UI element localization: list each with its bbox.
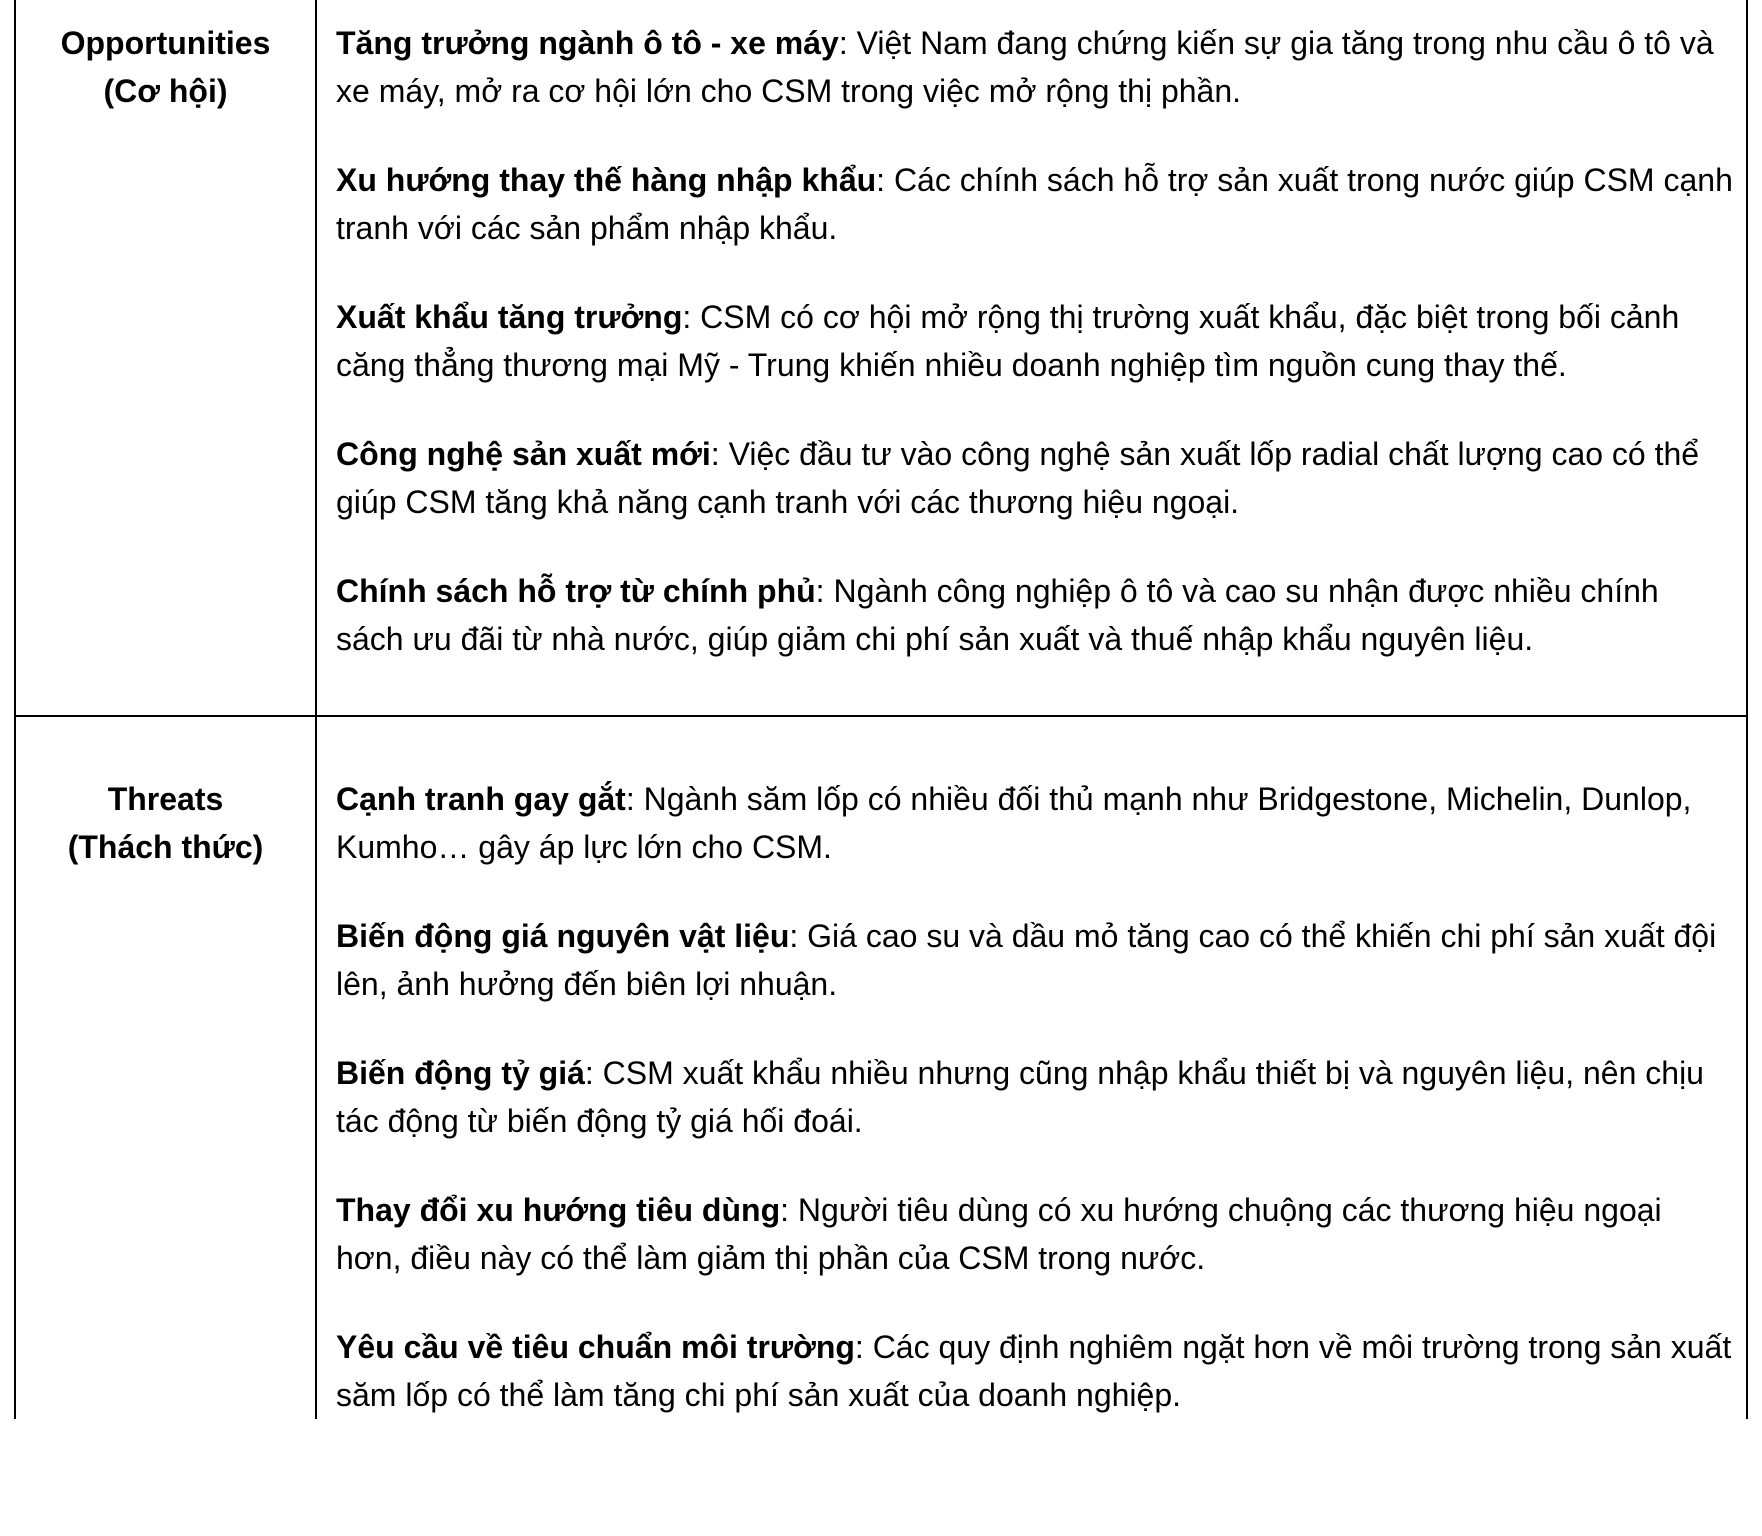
threat-item-title: Biến động giá nguyên vật liệu xyxy=(336,918,790,954)
opportunity-item-title: Công nghệ sản xuất mới xyxy=(336,436,711,472)
threat-item xyxy=(336,1049,1734,1145)
threat-item-text: : Ngành săm lốp có nhiều đối thủ mạnh như Bridgestone, Michelin, Dunlop, Kumho… gây áp lực lớn cho CSM. xyxy=(336,781,1692,865)
opportunity-item xyxy=(336,156,1734,252)
threats-label: Threats xyxy=(107,781,224,817)
threat-item xyxy=(336,912,1734,1008)
threat-item-title: Yêu cầu về tiêu chuẩn môi trường xyxy=(336,1329,855,1365)
opportunity-item xyxy=(336,430,1734,526)
opportunities-label-cell xyxy=(15,0,316,716)
threats-content-cell xyxy=(316,716,1747,1419)
opportunity-item-title: Chính sách hỗ trợ từ chính phủ xyxy=(336,573,816,609)
opportunities-row xyxy=(15,0,1747,716)
threat-item-title: Cạnh tranh gay gắt xyxy=(336,781,626,817)
threat-item xyxy=(336,1186,1734,1282)
threat-item-text: : Người tiêu dùng có xu hướng chuộng các thương hiệu ngoại hơn, điều này có thể làm giảm thị phần của CSM trong nước. xyxy=(336,1192,1662,1276)
opportunity-item-title: Xuất khẩu tăng trưởng xyxy=(336,299,683,335)
opportunity-item xyxy=(336,293,1734,389)
threat-item xyxy=(336,1323,1734,1419)
opportunity-item-text: : Các chính sách hỗ trợ sản xuất trong nước giúp CSM cạnh tranh với các sản phẩm nhập khẩu. xyxy=(336,162,1733,246)
opportunities-content-cell xyxy=(316,0,1747,716)
threat-item-title: Biến động tỷ giá xyxy=(336,1055,585,1091)
threat-item-text: : CSM xuất khẩu nhiều nhưng cũng nhập khẩu thiết bị và nguyên liệu, nên chịu tác động từ biến động tỷ giá hối đoái. xyxy=(336,1055,1704,1139)
opportunity-item-title: Tăng trưởng ngành ô tô - xe máy xyxy=(336,25,839,61)
threat-item xyxy=(336,775,1734,871)
opportunities-label-vi: (Cơ hội) xyxy=(103,73,228,109)
opportunities-label: Opportunities xyxy=(60,25,271,61)
opportunity-item-text: : Việt Nam đang chứng kiến sự gia tăng trong nhu cầu ô tô và xe máy, mở ra cơ hội lớn cho CSM trong việc mở rộng thị phần. xyxy=(336,25,1714,109)
swot-table xyxy=(14,0,1748,1419)
opportunity-item-title: Xu hướng thay thế hàng nhập khẩu xyxy=(336,162,877,198)
opportunity-item-text: : Việc đầu tư vào công nghệ sản xuất lốp radial chất lượng cao có thể giúp CSM tăng khả năng cạnh tranh với các thương hiệu ngoại. xyxy=(336,436,1700,520)
threat-item-title: Thay đổi xu hướng tiêu dùng xyxy=(336,1192,781,1228)
threat-item-text: : Giá cao su và dầu mỏ tăng cao có thể khiến chi phí sản xuất đội lên, ảnh hưởng đến biên lợi nhuận. xyxy=(336,918,1717,1002)
threats-label-vi: (Thách thức) xyxy=(67,829,264,865)
opportunity-item-text: : CSM có cơ hội mở rộng thị trường xuất khẩu, đặc biệt trong bối cảnh căng thẳng thương mại Mỹ - Trung khiến nhiều doanh nghiệp tìm nguồn cung thay thế. xyxy=(336,299,1680,383)
threats-row xyxy=(15,716,1747,1419)
opportunity-item xyxy=(336,567,1734,663)
threats-label-cell xyxy=(15,716,316,1419)
opportunity-item-text: : Ngành công nghiệp ô tô và cao su nhận được nhiều chính sách ưu đãi từ nhà nước, giúp giảm chi phí sản xuất và thuế nhập khẩu nguyên liệu. xyxy=(336,573,1659,657)
opportunity-item xyxy=(336,19,1734,115)
threat-item-text: : Các quy định nghiêm ngặt hơn về môi trường trong sản xuất săm lốp có thể làm tăng chi phí sản xuất của doanh nghiệp. xyxy=(336,1329,1732,1413)
